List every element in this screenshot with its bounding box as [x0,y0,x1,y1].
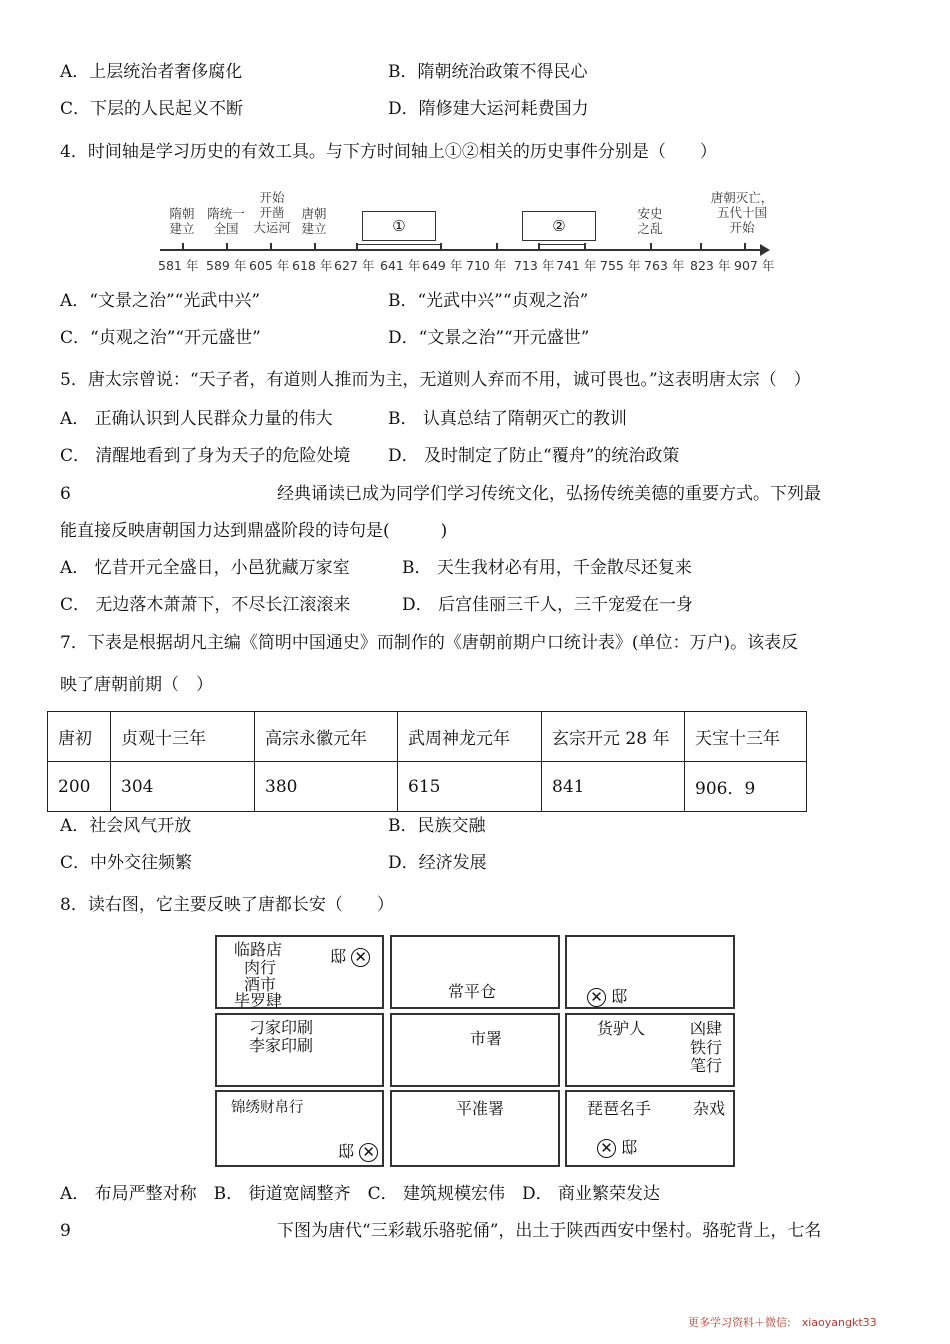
q6-stem-line1: 经典诵读已成为同学们学习传统文化，弘扬传统美德的重要方式。下列最 [277,484,821,504]
timeline-span-1 [356,244,440,245]
timeline-year: 581 年 [158,258,199,273]
timeline-arrow [760,244,770,256]
q4-option-c: C．“贞观之治”“开元盛世” [60,328,261,348]
timeline-event-3: 开始 开凿 大运河 [253,190,291,235]
timeline-year: 763 年 [644,258,685,273]
footer-promo: 更多学习资料＋微信: xiaoyangkt33 [688,1316,877,1329]
q5-option-a: A． 正确认识到人民群众力量的伟大 [60,409,333,429]
q6-option-d: D． 后宫佳丽三千人，三千宠爱在一身 [402,595,694,615]
table-header-cell: 唐初 [48,712,111,762]
q8-options: A． 布局严整对称 B． 街道宽阔整齐 C． 建筑规模宏伟 D． 商业繁荣发达 [60,1184,661,1204]
timeline-figure [160,186,780,278]
timeline-tick [314,243,316,250]
map-block-4: 刁家印刷 李家印刷 [215,1013,384,1087]
timeline-tick [496,243,498,250]
timeline-tick [744,243,746,250]
q6-number: 6 [60,484,71,504]
timeline-year: 907 年 [734,258,775,273]
timeline-event-1: 隋朝 建立 [169,206,195,236]
table-header-row [48,712,807,762]
q4-option-a: A．“文景之治”“光武中兴” [60,291,261,311]
table-cell: 615 [398,762,542,812]
timeline-tick [584,243,586,250]
map-block-5: 市署 [390,1013,560,1087]
q5-option-c: C． 清醒地看到了身为天子的危险处境 [60,446,351,466]
table-cell: 841 [542,762,685,812]
timeline-tick [182,243,184,250]
q7-option-a: A．社会风气开放 [60,816,192,836]
q7-option-c: C．中外交往频繁 [60,853,193,873]
table-header-cell: 天宝十三年 [685,712,807,762]
timeline-box-1: ① [362,211,436,241]
map-block-2: 常平仓 [390,935,560,1009]
q9-stem: 下图为唐代“三彩载乐骆驼俑”，出土于陕西西安中堡村。骆驼背上，七名 [277,1221,822,1241]
timeline-tick [356,243,358,250]
q4-option-b: B．“光武中兴”“贞观之治” [388,291,589,311]
timeline-tick [650,243,652,250]
timeline-year: 823 年 [690,258,731,273]
map-block-1: 临路店 肉行 酒市 毕罗肆 邸 ✕ [215,935,384,1009]
q6-option-c: C． 无边落木萧萧下，不尽长江滚滚来 [60,595,351,615]
table-cell: 200 [48,762,111,812]
map-block-8: 平准署 [390,1090,560,1167]
timeline-event-4: 唐朝 建立 [301,206,327,236]
timeline-event-2: 隋统一 全国 [207,206,245,236]
q6-option-a: A． 忆昔开元全盛日，小邑犹藏万家室 [60,558,350,578]
changan-market-map [215,935,737,1167]
table-header-cell: 贞观十三年 [111,712,255,762]
timeline-year: 649 年 [422,258,463,273]
timeline-tick [270,243,272,250]
q4-option-d: D．“文景之治”“开元盛世” [388,328,590,348]
q6-stem-line2: 能直接反映唐朝国力达到鼎盛阶段的诗句是( ) [60,521,448,541]
map-block-6: 货驴人 凶肆 铁行 笔行 [565,1013,735,1087]
residence-x-icon: ✕ [359,1143,378,1162]
timeline-year: 605 年 [249,258,290,273]
timeline-year: 627 年 [334,258,375,273]
timeline-year: 589 年 [206,258,247,273]
timeline-tick [538,243,540,250]
q3-option-c: C．下层的人民起义不断 [60,99,244,119]
table-cell: 380 [255,762,398,812]
table-cell: 906．9 [685,762,807,812]
q5-option-b: B． 认真总结了隋朝灭亡的教训 [388,409,627,429]
timeline-tick [440,243,442,250]
q7-stem-line1: 7．下表是根据胡凡主编《简明中国通史》而制作的《唐朝前期户口统计表》(单位：万户)。该表反 [60,633,799,653]
timeline-box-2: ② [522,211,596,241]
timeline-year: 641 年 [380,258,421,273]
q4-stem: 4．时间轴是学习历史的有效工具。与下方时间轴上①②相关的历史事件分别是（ ） [60,142,717,162]
timeline-year: 710 年 [466,258,507,273]
population-table [47,711,807,812]
table-header-cell: 高宗永徽元年 [255,712,398,762]
q3-option-a: A．上层统治者奢侈腐化 [60,62,243,82]
q9-number: 9 [60,1221,71,1241]
map-block-9: 琵琶名手 杂戏 ✕ 邸 [565,1090,735,1167]
q8-stem: 8．读右图，它主要反映了唐都长安（ ） [60,895,394,915]
q5-option-d: D． 及时制定了防止“覆舟”的统治政策 [388,446,680,466]
residence-x-icon: ✕ [597,1139,616,1158]
timeline-year: 741 年 [556,258,597,273]
q7-option-d: D．经济发展 [388,853,487,873]
map-block-3: ✕ 邸 [565,935,735,1009]
timeline-year: 618 年 [292,258,333,273]
table-header-cell: 武周神龙元年 [398,712,542,762]
residence-x-icon: ✕ [587,988,606,1007]
q7-stem-line2: 映了唐朝前期（ ） [60,675,213,695]
q7-option-b: B．民族交融 [388,816,486,836]
q6-option-b: B． 天生我材必有用，千金散尽还复来 [402,558,692,578]
q5-stem: 5．唐太宗曾说：“天子者，有道则人推而为主，无道则人弃而不用，诚可畏也。”这表明唐太宗（ ） [60,370,811,390]
table-header-cell: 玄宗开元 28 年 [542,712,685,762]
timeline-event-5: 安史 之乱 [637,206,663,236]
timeline-event-6: 唐朝灭亡， 五代十国 开始 [710,190,774,235]
q3-option-d: D．隋修建大运河耗费国力 [388,99,589,119]
table-row [48,762,807,812]
timeline-year: 755 年 [600,258,641,273]
table-cell: 304 [111,762,255,812]
timeline-tick [226,243,228,250]
q3-option-b: B．隋朝统治政策不得民心 [388,62,588,82]
timeline-span-2 [538,244,584,245]
timeline-tick [700,243,702,250]
timeline-axis [160,249,762,251]
map-block-7: 锦绣财帛行 邸 ✕ [215,1090,384,1167]
timeline-year: 713 年 [514,258,555,273]
residence-x-icon: ✕ [351,948,370,967]
